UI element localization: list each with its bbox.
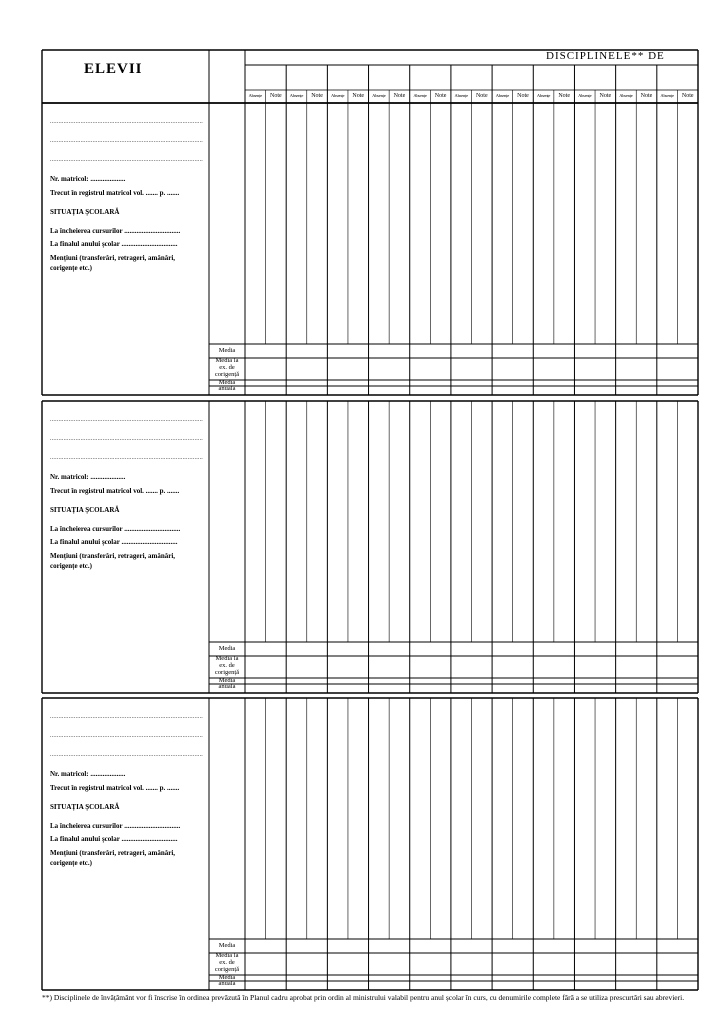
row-label-annual: Media (218, 974, 236, 981)
column-header-grades: Note (517, 93, 529, 99)
column-header-absences: Absențe (454, 93, 468, 98)
row-label-annual: anuală (218, 683, 236, 690)
row-label-media: Media (218, 645, 236, 652)
register-entry: Trecut în registrul matricol vol. ....... p. ....... (50, 784, 180, 792)
matricol-number: Nr. matricol: .................... (50, 175, 126, 183)
student-name-line: .......................................................................................... (50, 417, 203, 423)
column-header-absences: Absențe (413, 93, 427, 98)
row-label-corigenta: ex. de (219, 959, 235, 966)
column-header-absences: Absențe (578, 93, 592, 98)
column-header-absences: Absențe (495, 93, 510, 98)
row-label-annual: Media (218, 677, 236, 684)
row-label-corigenta: Media la (215, 952, 239, 959)
school-situation-heading: SITUAȚIA ȘCOLARĂ (50, 208, 120, 216)
student-name-line: .......................................................................................... (50, 436, 203, 442)
year-end-status: La finalul anului școlar ................................ (50, 538, 178, 546)
column-header-absences: Absențe (536, 93, 551, 98)
register-entry: Trecut în registrul matricol vol. ....... p. ....... (50, 487, 180, 495)
row-label-corigenta: corigență (214, 371, 240, 378)
student-name-line: .......................................................................................... (50, 157, 203, 163)
student-name-line: .......................................................................................... (50, 714, 203, 720)
year-end-status: La finalul anului școlar ................................ (50, 835, 178, 843)
row-label-media: Media (218, 942, 236, 949)
student-name-line: .......................................................................................... (50, 733, 203, 739)
row-label-annual: Media (218, 379, 236, 386)
column-header-grades: Note (640, 93, 653, 99)
mentions-label: Mențiuni (transferări, retrageri, amânări, (50, 849, 176, 857)
course-end-status: La încheierea cursurilor ................................ (50, 525, 181, 533)
mentions-label-continued: corigențe etc.) (50, 264, 92, 272)
mentions-label-continued: corigențe etc.) (50, 562, 92, 570)
course-end-status: La încheierea cursurilor ................................ (50, 227, 181, 235)
column-header-absences: Absențe (248, 93, 262, 98)
column-header-grades: Note (393, 93, 406, 99)
column-header-absences: Absențe (619, 93, 633, 98)
school-situation-heading: SITUAȚIA ȘCOLARĂ (50, 803, 120, 811)
students-title: ELEVII (84, 61, 143, 77)
column-header-grades: Note (558, 93, 570, 99)
mentions-label: Mențiuni (transferări, retrageri, amânări, (50, 552, 176, 560)
row-label-corigenta: Media la (215, 655, 239, 662)
column-header-absences: Absențe (289, 93, 304, 98)
row-label-media: Media (218, 347, 236, 354)
matricol-number: Nr. matricol: .................... (50, 473, 126, 481)
column-header-absences: Absențe (372, 93, 386, 98)
year-end-status: La finalul anului școlar ................................ (50, 240, 178, 248)
row-label-corigenta: Media la (215, 357, 239, 364)
mentions-label-continued: corigențe etc.) (50, 859, 92, 867)
student-name-line: .......................................................................................... (50, 455, 203, 461)
mentions-label: Mențiuni (transferări, retrageri, amânări, (50, 254, 176, 262)
row-label-corigenta: corigență (214, 966, 240, 973)
course-end-status: La încheierea cursurilor ................................ (50, 822, 181, 830)
student-name-line: .......................................................................................... (50, 119, 203, 125)
column-header-grades: Note (434, 93, 447, 99)
school-situation-heading: SITUAȚIA ȘCOLARĂ (50, 506, 120, 514)
student-name-line: .......................................................................................... (50, 752, 203, 758)
column-header-grades: Note (352, 93, 365, 99)
row-label-annual: anuală (218, 385, 236, 392)
column-header-absences: Absențe (330, 93, 345, 98)
row-label-corigenta: ex. de (219, 662, 235, 669)
student-name-line: .......................................................................................... (50, 138, 203, 144)
column-header-grades: Note (270, 93, 282, 99)
column-header-grades: Note (311, 93, 323, 99)
row-label-corigenta: ex. de (219, 364, 235, 371)
column-header-grades: Note (599, 93, 612, 99)
register-entry: Trecut în registrul matricol vol. ....... p. ....... (50, 189, 180, 197)
column-header-grades: Note (475, 93, 488, 99)
column-header-grades: Note (681, 93, 694, 99)
matricol-number: Nr. matricol: .................... (50, 770, 126, 778)
footnote: **) Disciplinele de învățământ vor fi înscrise în ordinea prevăzută în Planul cadru aprobat prin ordin al ministrului valabil pentru anul școlar în curs, cu denumirile complete fără a se utiliza prescurtări sau abrevieri. (42, 993, 685, 1002)
column-header-absences: Absențe (660, 93, 674, 98)
row-label-annual: anuală (218, 980, 236, 987)
disciplines-title: DISCIPLINELE** DE (546, 50, 665, 62)
row-label-corigenta: corigență (214, 669, 240, 676)
